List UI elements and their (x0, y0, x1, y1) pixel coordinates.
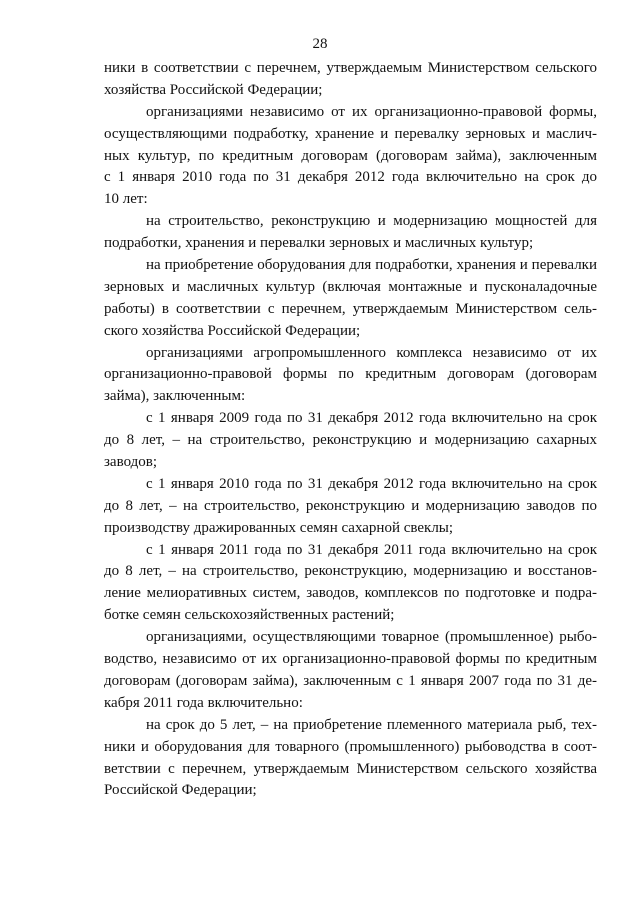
text-line: организационно-правовой формы по кредитным договорам (договорам (104, 366, 597, 383)
text-line: кабря 2011 года включительно: (104, 694, 303, 711)
text-line: до 8 лет, – на строительство, реконструкцию, модернизацию и восстанов- (104, 563, 597, 580)
text-line: работы) в соответствии с перечнем, утверждаемым Министерством сель- (104, 300, 597, 317)
text-line: заводов; (104, 454, 158, 471)
text-line: Российской Федерации; (104, 782, 257, 799)
text-line: водство, независимо от их организационно-правовой формы по кредитным (104, 651, 597, 668)
text-line: до 8 лет, – на строительство, реконструкцию и модернизацию заводов по (104, 497, 597, 514)
text-line: ники и оборудования для товарного (промышленного) рыбоводства в соот- (104, 738, 597, 755)
text-line: с 1 января 2010 года по 31 декабря 2012 года включительно на срок до (104, 169, 597, 186)
text-line: ление мелиоративных систем, заводов, комплексов по подготовке и подра- (104, 585, 597, 602)
text-line: на приобретение оборудования для подработки, хранения и перевалки (146, 257, 597, 274)
text-line: зерновых и масличных культур (включая монтажные и пусконаладочные (104, 278, 597, 295)
text-line: на строительство, реконструкцию и модернизацию мощностей для (146, 213, 597, 230)
text-line: ского хозяйства Российской Федерации; (104, 322, 361, 339)
text-line: с 1 января 2010 года по 31 декабря 2012 года включительно на срок (146, 475, 597, 492)
text-line: займа), заключенным: (104, 388, 246, 405)
text-line: ники в соответствии с перечнем, утверждаемым Министерством сельского (104, 60, 597, 76)
text-line: 10 лет: (104, 191, 148, 208)
body-text (104, 58, 597, 802)
text-line: с 1 января 2009 года по 31 декабря 2012 года включительно на срок (146, 410, 597, 427)
text-line: организациями агропромышленного комплекса независимо от их (146, 344, 597, 361)
text-line: организациями, осуществляющими товарное (промышленное) рыбо- (146, 629, 597, 646)
text-line: ботке семян сельскохозяйственных растений; (104, 607, 395, 624)
text-line: хозяйства Российской Федерации; (104, 81, 323, 98)
text-line: договорам (договорам займа), заключенным с 1 января 2007 года по 31 де- (104, 672, 597, 689)
page-number: 28 (312, 36, 328, 52)
text-line: производству дражированных семян сахарной свеклы; (104, 519, 454, 536)
text-line: до 8 лет, – на строительство, реконструкцию и модернизацию сахарных (104, 432, 597, 449)
text-line: ных культур, по кредитным договорам (договорам займа), заключенным (104, 147, 597, 164)
text-line: подработки, хранения и перевалки зерновых и масличных культур; (104, 235, 534, 252)
text-line: с 1 января 2011 года по 31 декабря 2011 года включительно на срок (146, 541, 597, 558)
text-line: ветствии с перечнем, утверждаемым Министерством сельского хозяйства (104, 760, 597, 777)
text-line: на срок до 5 лет, – на приобретение племенного материала рыб, тех- (146, 716, 597, 733)
text-line: организациями независимо от их организационно-правовой формы, (146, 103, 597, 120)
text-line: осуществляющими подработку, хранение и перевалку зерновых и маслич- (104, 125, 597, 142)
